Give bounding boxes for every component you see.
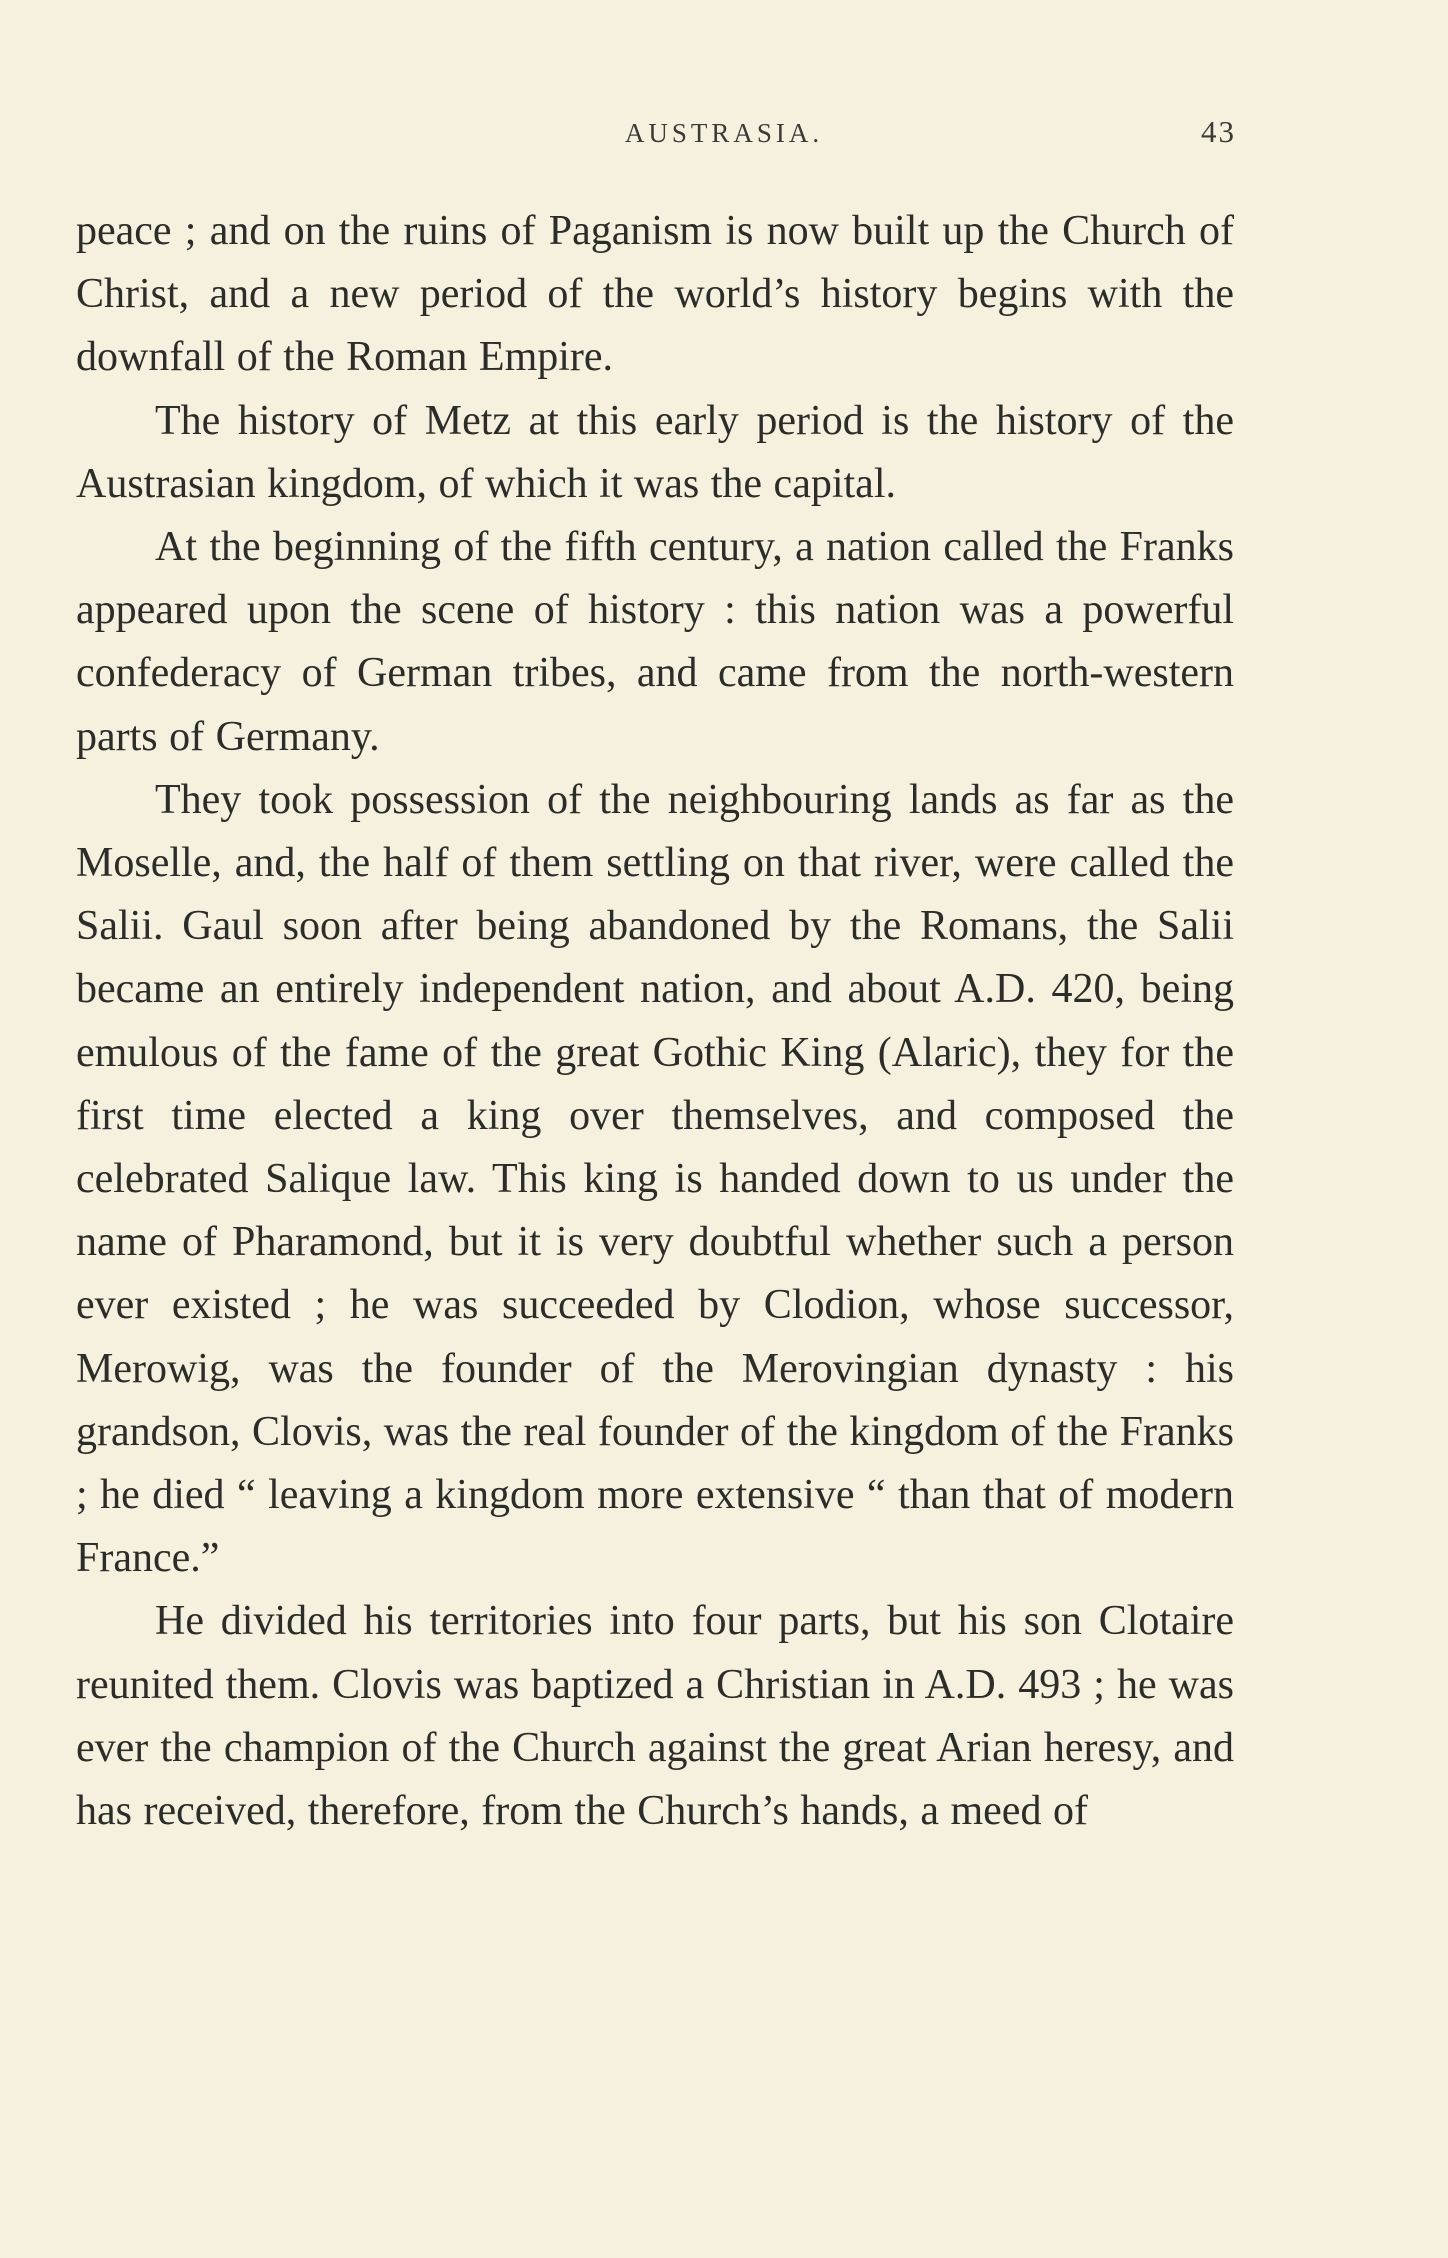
- paragraph-franks: At the beginning of the fifth century, a nation called the Franks appeared upon the scene of history : this nation was a powerful confederacy of German tribes, and came from the north-western parts of Germany.: [76, 524, 1234, 760]
- paragraph-salii: They took possession of the neighbouring lands as far as the Moselle, and, the half of them settling on that river, were called the Salii. Gaul soon after being abandoned by the Romans, the Salii became an entirely independent nation, and about A.D. 420, being emulous of the fame of the great Gothic King (Alaric), they for the first time elected a king over themselves, and composed the celebrated Salique law. This king is handed down to us under the name of Pharamond, but it is very doubtful whether such a person ever existed ; he was succeeded by Clodion, whose successor, Merowig, was the founder of the Merovingian dynasty : his grandson, Clovis, was the real founder of the kingdom of the Franks ; he died “ leaving a kingdom more extensive “ than that of modern France.”: [76, 776, 1234, 1582]
- paragraph-continuation: peace ; and on the ruins of Paganism is now built up the Church of Christ, and a new period of the world’s history begins with the downfall of the Roman Empire.: [76, 208, 1234, 381]
- running-head: [0, 112, 1448, 152]
- paragraph-clovis: He divided his territories into four parts, but his son Clotaire reunited them. Clovis was baptized a Christian in A.D. 493 ; he was ever the champion of the Church against the great Arian heresy, and has received, therefore, from the Church’s hands, a meed of: [76, 1598, 1234, 1835]
- paragraph-metz-history: The history of Metz at this early period is the history of the Austrasian kingdom, of which it was the capital.: [76, 397, 1234, 507]
- running-title: AUSTRASIA.: [624, 118, 824, 148]
- text-body: [76, 200, 1234, 1843]
- page-number: 43: [1201, 114, 1236, 149]
